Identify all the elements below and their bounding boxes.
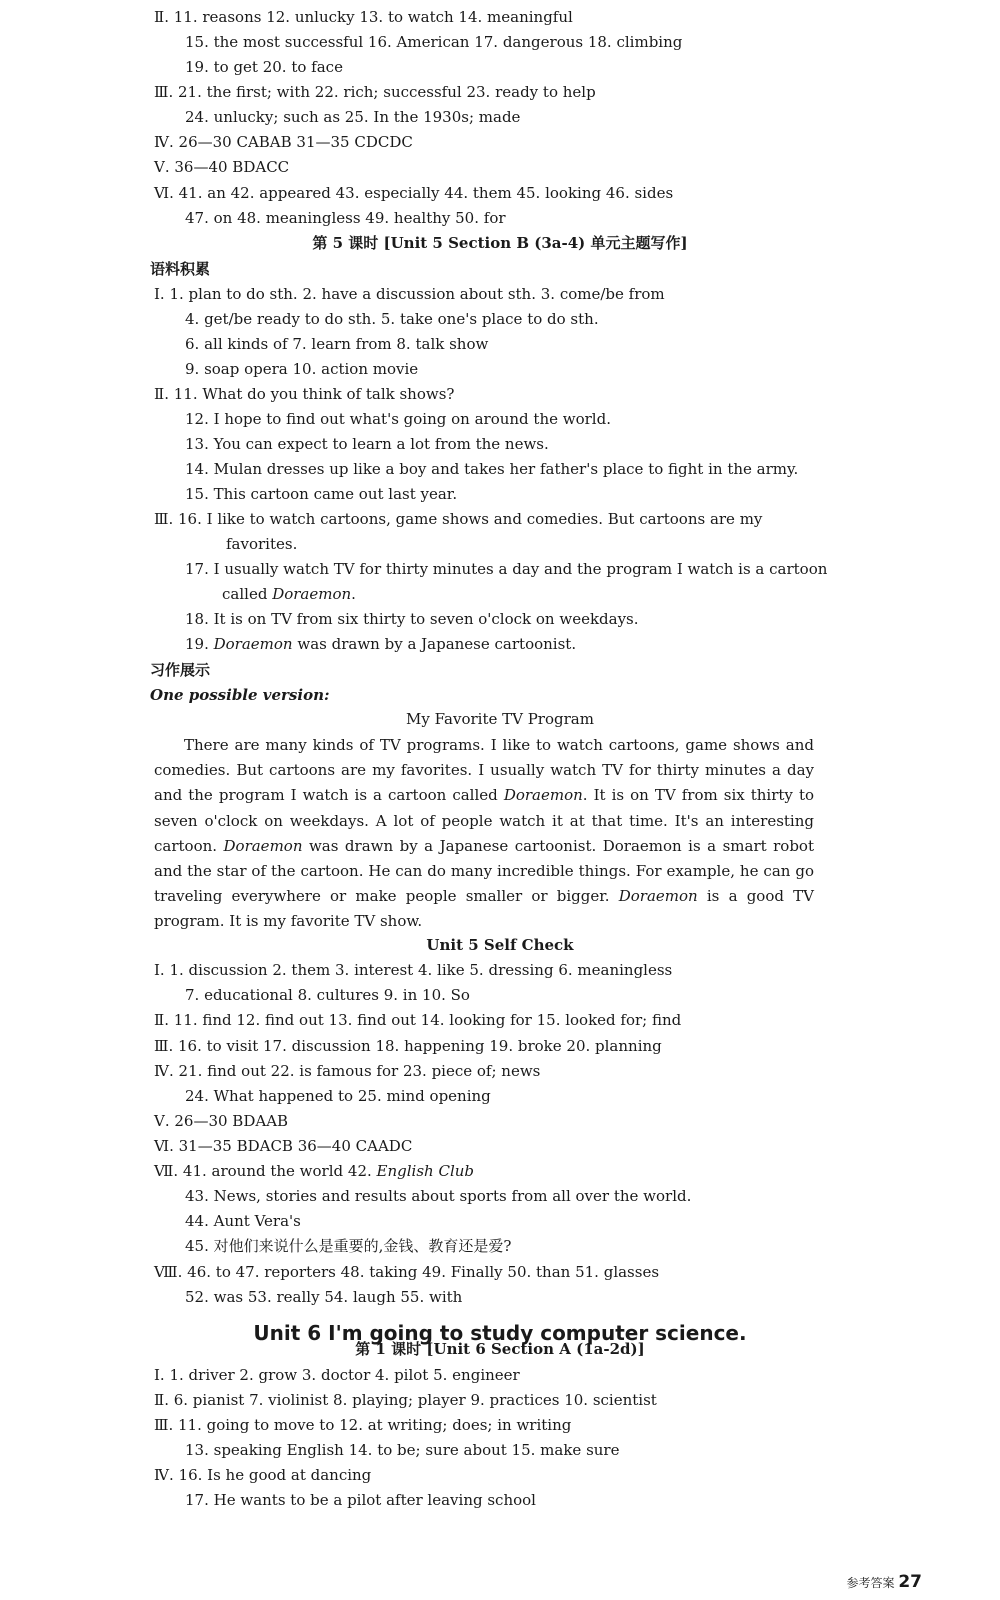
self-check-title: Unit 5 Self Check xyxy=(426,936,574,954)
answer-line: 24. What happened to 25. mind opening xyxy=(185,1087,491,1105)
answer-line: Ⅱ. 11. reasons 12. unlucky 13. to watch 14. meaningful xyxy=(154,8,573,26)
answer-line: Ⅵ. 41. an 42. appeared 43. especially 44. them 45. looking 46. sides xyxy=(154,184,674,202)
page-number: 27 xyxy=(898,1572,922,1592)
answer-line: 14. Mulan dresses up like a boy and takes her father's place to fight in the army. xyxy=(185,460,799,478)
answer-line: Ⅴ. 36—40 BDACC xyxy=(154,158,290,176)
answer-line: 12. I hope to find out what's going on around the world. xyxy=(185,410,611,428)
answer-line: Ⅲ. 16. to visit 17. discussion 18. happening 19. broke 20. planning xyxy=(154,1037,662,1055)
answer-line: 19. to get 20. to face xyxy=(185,58,343,76)
section-corpus-heading: 语料积累 xyxy=(150,260,211,278)
answer-line: 7. educational 8. cultures 9. in 10. So xyxy=(185,986,470,1004)
answer-line: 15. the most successful 16. American 17. dangerous 18. climbing xyxy=(185,33,683,51)
lesson1-header: 第 1 课时 [Unit 6 Section A (1a-2d)] xyxy=(355,1340,645,1358)
possible-version-label: One possible version: xyxy=(150,686,330,704)
answer-line: Ⅳ. 26—30 CABAB 31—35 CDCDC xyxy=(154,133,413,151)
answer-line: Ⅷ. 46. to 47. reporters 48. taking 49. Finally 50. than 51. glasses xyxy=(154,1263,660,1281)
answer-line: Ⅰ. 1. driver 2. grow 3. doctor 4. pilot 5. engineer xyxy=(154,1366,520,1384)
answer-line: Ⅰ. 1. plan to do sth. 2. have a discussion about sth. 3. come/be from xyxy=(154,285,665,303)
answer-line: Ⅲ. 21. the first; with 22. rich; successful 23. ready to help xyxy=(154,83,596,101)
answer-line: 17. He wants to be a pilot after leaving school xyxy=(185,1491,536,1509)
answer-line: 13. You can expect to learn a lot from the news. xyxy=(185,435,549,453)
answer-line: 15. This cartoon came out last year. xyxy=(185,485,458,503)
answer-line: 44. Aunt Vera's xyxy=(185,1212,301,1230)
page-footer xyxy=(846,1572,922,1592)
answer-line: Ⅱ. 6. pianist 7. violinist 8. playing; player 9. practices 10. scientist xyxy=(154,1391,657,1409)
answer-line: 13. speaking English 14. to be; sure about 15. make sure xyxy=(185,1441,620,1459)
section-writing-heading: 习作展示 xyxy=(150,661,211,679)
answer-line: Ⅱ. 11. find 12. find out 13. find out 14. looking for 15. looked for; find xyxy=(154,1011,682,1029)
answer-line: favorites. xyxy=(226,535,298,553)
essay-body: There are many kinds of TV programs. I like to watch cartoons, game shows and comedies. But cartoons are my favorites. I usually watch TV for thirty minutes a day and the program I watch is a cartoon called Doraemon. It is on TV from six thirty to seven o'clock on weekdays. A lot of people watch it at that time. It's an interesting cartoon. Doraemon was drawn by a Japanese cartoonist. Doraemon is a smart robot and the star of the cartoon. He can do many incredible things. For example, he can go traveling everywhere or make people smaller or bigger. Doraemon is a good TV program. It is my favorite TV show. xyxy=(154,736,815,931)
answer-line: Ⅲ. 16. I like to watch cartoons, game shows and comedies. But cartoons are my xyxy=(154,510,763,528)
answer-line-41: Ⅶ. 41. around the world 42. English Club xyxy=(154,1162,475,1180)
answer-line: 45. 对他们来说什么是重要的,金钱、教育还是爱? xyxy=(185,1237,512,1255)
answer-line: 52. was 53. really 54. laugh 55. with xyxy=(185,1288,463,1306)
answer-line: Ⅱ. 11. What do you think of talk shows? xyxy=(154,385,455,403)
answer-line: Ⅲ. 11. going to move to 12. at writing; does; in writing xyxy=(154,1416,572,1434)
answer-line-19: 19. Doraemon was drawn by a Japanese cartoonist. xyxy=(185,635,577,653)
answer-line: 6. all kinds of 7. learn from 8. talk show xyxy=(185,335,489,353)
answer-line: Ⅳ. 16. Is he good at dancing xyxy=(154,1466,372,1484)
answer-line: 24. unlucky; such as 25. In the 1930s; made xyxy=(185,108,521,126)
answer-line: Ⅴ. 26—30 BDAAB xyxy=(154,1112,289,1130)
unit6-title: Unit 6 I'm going to study computer science. xyxy=(253,1321,747,1345)
answer-line: Ⅳ. 21. find out 22. is famous for 23. piece of; news xyxy=(154,1062,541,1080)
answer-line-17-cont: called Doraemon. xyxy=(222,585,356,603)
answer-line: 4. get/be ready to do sth. 5. take one's place to do sth. xyxy=(185,310,599,328)
answer-line: 9. soap opera 10. action movie xyxy=(185,360,419,378)
answer-line: 43. News, stories and results about sports from all over the world. xyxy=(185,1187,692,1205)
answer-line: 47. on 48. meaningless 49. healthy 50. for xyxy=(185,209,506,227)
footer-label: 参考答案 xyxy=(846,1576,895,1590)
answer-line: Ⅵ. 31—35 BDACB 36—40 CAADC xyxy=(154,1137,413,1155)
essay-title: My Favorite TV Program xyxy=(406,710,594,728)
answer-line: Ⅰ. 1. discussion 2. them 3. interest 4. like 5. dressing 6. meaningless xyxy=(154,961,673,979)
lesson5-header: 第 5 课时 [Unit 5 Section B (3a-4) 单元主题写作] xyxy=(312,234,688,252)
answer-line: 17. I usually watch TV for thirty minutes a day and the program I watch is a cartoon xyxy=(185,560,828,578)
answer-line: 18. It is on TV from six thirty to seven o'clock on weekdays. xyxy=(185,610,639,628)
